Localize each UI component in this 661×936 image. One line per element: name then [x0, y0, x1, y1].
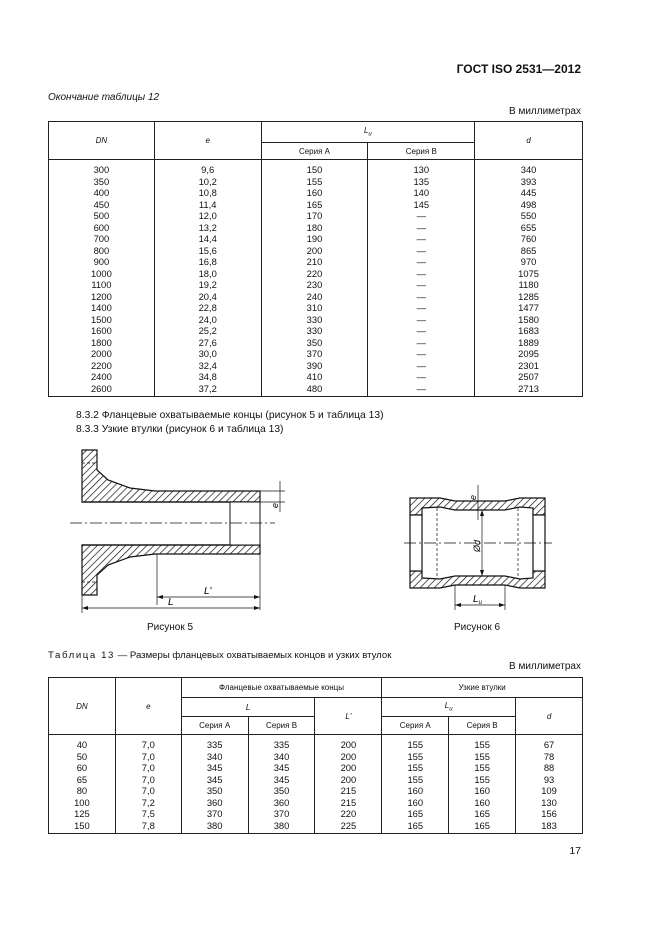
table-cell: 350: [261, 337, 368, 349]
table13-row: [49, 785, 583, 797]
table-cell: 65: [49, 774, 116, 786]
table-cell: 350: [49, 176, 155, 188]
table-cell: 215: [315, 797, 382, 809]
table-cell: 183: [516, 820, 583, 834]
table-cell: 393: [475, 176, 583, 188]
table-cell: 445: [475, 187, 583, 199]
figure6-label-e: e: [468, 494, 478, 500]
table12-row: [49, 291, 583, 303]
table-cell: 300: [49, 160, 155, 176]
table-cell: 1500: [49, 314, 155, 326]
table13-row: [49, 774, 583, 786]
table12-body: [49, 160, 583, 397]
figure6-label-d: Ød: [472, 539, 482, 552]
table13-row: [49, 751, 583, 763]
table-cell: 2200: [49, 360, 155, 372]
table-cell: 150: [261, 160, 368, 176]
table12-row: [49, 383, 583, 397]
table-cell: 12,0: [154, 210, 261, 222]
table-cell: 7,0: [115, 751, 181, 763]
table13-caption: Таблица 13 — Размеры фланцевых охватываемых концов и узких втулок: [48, 650, 392, 661]
table-cell: 1100: [49, 279, 155, 291]
table-cell: —: [368, 245, 475, 257]
table-cell: 160: [449, 785, 516, 797]
table-cell: 340: [248, 751, 315, 763]
table-cell: 165: [382, 808, 449, 820]
table-cell: 1800: [49, 337, 155, 349]
table-cell: 165: [382, 820, 449, 834]
table-cell: 1075: [475, 268, 583, 280]
table-cell: 19,2: [154, 279, 261, 291]
table-cell: 200: [315, 762, 382, 774]
table-cell: 335: [248, 735, 315, 751]
table-cell: 360: [248, 797, 315, 809]
table13-row: [49, 820, 583, 834]
table13-header-sleeve-group: Узкие втулки: [382, 678, 583, 698]
table-cell: 160: [449, 797, 516, 809]
table-cell: 160: [261, 187, 368, 199]
table-cell: 10,8: [154, 187, 261, 199]
table-cell: 1180: [475, 279, 583, 291]
figure5-lower-wall: [82, 545, 260, 595]
table13-header-series-b-sleeve: Серия В: [449, 717, 516, 735]
table-cell: 100: [49, 797, 116, 809]
table-cell: 130: [368, 160, 475, 176]
table-cell: 30,0: [154, 348, 261, 360]
figure6-drawing: [400, 480, 560, 615]
table-cell: 655: [475, 222, 583, 234]
table13-header-lu: $L_u$: [382, 698, 516, 717]
table-cell: 1000: [49, 268, 155, 280]
table-cell: 145: [368, 199, 475, 211]
table-cell: 340: [181, 751, 248, 763]
table-cell: 370: [248, 808, 315, 820]
table-cell: —: [368, 371, 475, 383]
table-cell: —: [368, 291, 475, 303]
table-cell: —: [368, 383, 475, 397]
table-cell: 67: [516, 735, 583, 751]
table-cell: 210: [261, 256, 368, 268]
table-cell: 1683: [475, 325, 583, 337]
table-cell: 165: [261, 199, 368, 211]
table-cell: 160: [382, 785, 449, 797]
table-cell: 40: [49, 735, 116, 751]
table-cell: 380: [181, 820, 248, 834]
table-cell: 2095: [475, 348, 583, 360]
table-cell: 7,0: [115, 762, 181, 774]
table-cell: 2400: [49, 371, 155, 383]
table-cell: 370: [181, 808, 248, 820]
table-cell: 7,0: [115, 774, 181, 786]
table-cell: 865: [475, 245, 583, 257]
table-cell: —: [368, 233, 475, 245]
table-cell: 200: [261, 245, 368, 257]
table-cell: 1285: [475, 291, 583, 303]
table12-header-series-b: Серия В: [368, 143, 475, 160]
table12-row: [49, 337, 583, 349]
table12-row: [49, 325, 583, 337]
table-cell: 350: [181, 785, 248, 797]
table-cell: 2000: [49, 348, 155, 360]
table-cell: 50: [49, 751, 116, 763]
figure5-drawing: [70, 445, 300, 620]
table13-header-series-a-sleeve: Серия А: [382, 717, 449, 735]
table-cell: 1600: [49, 325, 155, 337]
table12-header-lu: $L_u$: [261, 122, 475, 143]
table-cell: 125: [49, 808, 116, 820]
table-cell: 7,2: [115, 797, 181, 809]
table12-row: [49, 187, 583, 199]
table-cell: 155: [382, 751, 449, 763]
table13-header-dn: DN: [49, 678, 116, 735]
table-cell: 170: [261, 210, 368, 222]
table-cell: 11,4: [154, 199, 261, 211]
table-cell: 9,6: [154, 160, 261, 176]
table-cell: 7,5: [115, 808, 181, 820]
table-cell: 1477: [475, 302, 583, 314]
table12-row: [49, 360, 583, 372]
table-cell: 600: [49, 222, 155, 234]
standard-header: ГОСТ ISO 2531—2012: [456, 62, 581, 76]
table13-header-l: L: [181, 698, 315, 717]
table-cell: 22,8: [154, 302, 261, 314]
table-cell: 155: [382, 735, 449, 751]
table-cell: 500: [49, 210, 155, 222]
table-cell: —: [368, 348, 475, 360]
table-cell: 155: [382, 762, 449, 774]
table-cell: 10,2: [154, 176, 261, 188]
page-number: 17: [569, 845, 581, 857]
table-cell: 155: [449, 762, 516, 774]
table12-continuation-caption: Окончание таблицы 12: [48, 92, 160, 103]
figure6-label-lu: $L_u$: [473, 594, 482, 606]
figure6-caption: Рисунок 6: [454, 622, 501, 633]
table-cell: —: [368, 210, 475, 222]
table-cell: 14,4: [154, 233, 261, 245]
table12-row: [49, 210, 583, 222]
table12-row: [49, 348, 583, 360]
table-cell: 330: [261, 325, 368, 337]
table-cell: 330: [261, 314, 368, 326]
table13-row: [49, 797, 583, 809]
table12-row: [49, 233, 583, 245]
table-cell: 88: [516, 762, 583, 774]
table13-header-lprime: L': [315, 698, 382, 735]
table12-row: [49, 256, 583, 268]
table-cell: 335: [181, 735, 248, 751]
table-cell: 78: [516, 751, 583, 763]
table-cell: 345: [181, 774, 248, 786]
table-cell: 498: [475, 199, 583, 211]
table-cell: 20,4: [154, 291, 261, 303]
table-cell: —: [368, 314, 475, 326]
table-cell: 380: [248, 820, 315, 834]
table-cell: 165: [449, 808, 516, 820]
table-cell: 900: [49, 256, 155, 268]
table12-header-e: e: [154, 122, 261, 160]
table-cell: 220: [315, 808, 382, 820]
table-cell: —: [368, 222, 475, 234]
table-cell: 220: [261, 268, 368, 280]
table-cell: 150: [49, 820, 116, 834]
table12-row: [49, 176, 583, 188]
table13-header-series-a: Серия А: [181, 717, 248, 735]
table-cell: 160: [382, 797, 449, 809]
table12-row: [49, 268, 583, 280]
figure5-label-l: L: [168, 597, 174, 608]
table-cell: 2713: [475, 383, 583, 397]
table-cell: 7,0: [115, 735, 181, 751]
table-cell: 340: [475, 160, 583, 176]
table-cell: 410: [261, 371, 368, 383]
table13-body: [49, 735, 583, 834]
table-cell: 200: [315, 774, 382, 786]
paragraph-8-3-3: 8.3.3 Узкие втулки (рисунок 6 и таблица 13): [76, 424, 284, 435]
table12-header-dn: DN: [49, 122, 155, 160]
table12-row: [49, 302, 583, 314]
table-cell: 450: [49, 199, 155, 211]
table-cell: 34,8: [154, 371, 261, 383]
table13-header-d: d: [516, 698, 583, 735]
table-cell: 156: [516, 808, 583, 820]
table12-row: [49, 160, 583, 176]
table-cell: 350: [248, 785, 315, 797]
table13-header-e: e: [115, 678, 181, 735]
table-cell: 1889: [475, 337, 583, 349]
table12-row: [49, 245, 583, 257]
table12-header-series-a: Серия А: [261, 143, 368, 160]
figure6-lower-wall: [410, 571, 545, 588]
table12-units: В миллиметрах: [509, 106, 581, 117]
table-cell: 130: [516, 797, 583, 809]
table-cell: 2507: [475, 371, 583, 383]
table-cell: 1400: [49, 302, 155, 314]
table12-row: [49, 279, 583, 291]
table-cell: —: [368, 325, 475, 337]
table-cell: 2600: [49, 383, 155, 397]
table-cell: 225: [315, 820, 382, 834]
table-cell: 155: [449, 774, 516, 786]
table-cell: 1200: [49, 291, 155, 303]
table-cell: 27,6: [154, 337, 261, 349]
table-cell: 240: [261, 291, 368, 303]
table-cell: 18,0: [154, 268, 261, 280]
table-cell: 155: [449, 735, 516, 751]
table12: [48, 121, 583, 397]
table-cell: 480: [261, 383, 368, 397]
table-cell: 200: [315, 751, 382, 763]
table-cell: 345: [248, 774, 315, 786]
table-cell: 800: [49, 245, 155, 257]
table-cell: 970: [475, 256, 583, 268]
table-cell: 37,2: [154, 383, 261, 397]
table-cell: 165: [449, 820, 516, 834]
table13-row: [49, 808, 583, 820]
table13-row: [49, 735, 583, 751]
table-cell: —: [368, 256, 475, 268]
table-cell: —: [368, 302, 475, 314]
table-cell: 109: [516, 785, 583, 797]
table-cell: —: [368, 360, 475, 372]
table-cell: 155: [382, 774, 449, 786]
table-cell: —: [368, 279, 475, 291]
table-cell: 155: [261, 176, 368, 188]
table-cell: 345: [248, 762, 315, 774]
table-cell: 215: [315, 785, 382, 797]
table-cell: 140: [368, 187, 475, 199]
table-cell: 16,8: [154, 256, 261, 268]
table-cell: 400: [49, 187, 155, 199]
table-cell: 550: [475, 210, 583, 222]
table-cell: 7,8: [115, 820, 181, 834]
table-cell: 1580: [475, 314, 583, 326]
table-cell: 15,6: [154, 245, 261, 257]
figure5-label-lprime: L': [204, 586, 212, 597]
table-cell: 370: [261, 348, 368, 360]
table-cell: 32,4: [154, 360, 261, 372]
table12-row: [49, 371, 583, 383]
figure5-label-e: e: [270, 502, 280, 508]
table13-header-flanged-group: Фланцевые охватываемые концы: [181, 678, 382, 698]
table-cell: 190: [261, 233, 368, 245]
table-cell: 310: [261, 302, 368, 314]
table-cell: 700: [49, 233, 155, 245]
table-cell: —: [368, 268, 475, 280]
table-cell: 390: [261, 360, 368, 372]
figure5-upper-wall: [82, 450, 260, 502]
table13-header-series-b: Серия В: [248, 717, 315, 735]
table-cell: 135: [368, 176, 475, 188]
paragraph-8-3-2: 8.3.2 Фланцевые охватываемые концы (рисунок 5 и таблица 13): [76, 410, 384, 421]
table-cell: 80: [49, 785, 116, 797]
table12-row: [49, 314, 583, 326]
table-cell: 2301: [475, 360, 583, 372]
table-cell: 7,0: [115, 785, 181, 797]
table-cell: 230: [261, 279, 368, 291]
table-cell: 24,0: [154, 314, 261, 326]
table-cell: 13,2: [154, 222, 261, 234]
table-cell: 200: [315, 735, 382, 751]
table-cell: —: [368, 337, 475, 349]
table13: [48, 677, 583, 834]
table-cell: 760: [475, 233, 583, 245]
table13-units: В миллиметрах: [509, 661, 581, 672]
table-cell: 25,2: [154, 325, 261, 337]
table-cell: 93: [516, 774, 583, 786]
table-cell: 155: [449, 751, 516, 763]
table12-row: [49, 222, 583, 234]
table-cell: 180: [261, 222, 368, 234]
figure5-caption: Рисунок 5: [147, 622, 194, 633]
table-cell: 345: [181, 762, 248, 774]
table12-header-d: d: [475, 122, 583, 160]
table12-row: [49, 199, 583, 211]
table13-row: [49, 762, 583, 774]
table-cell: 60: [49, 762, 116, 774]
table-cell: 360: [181, 797, 248, 809]
